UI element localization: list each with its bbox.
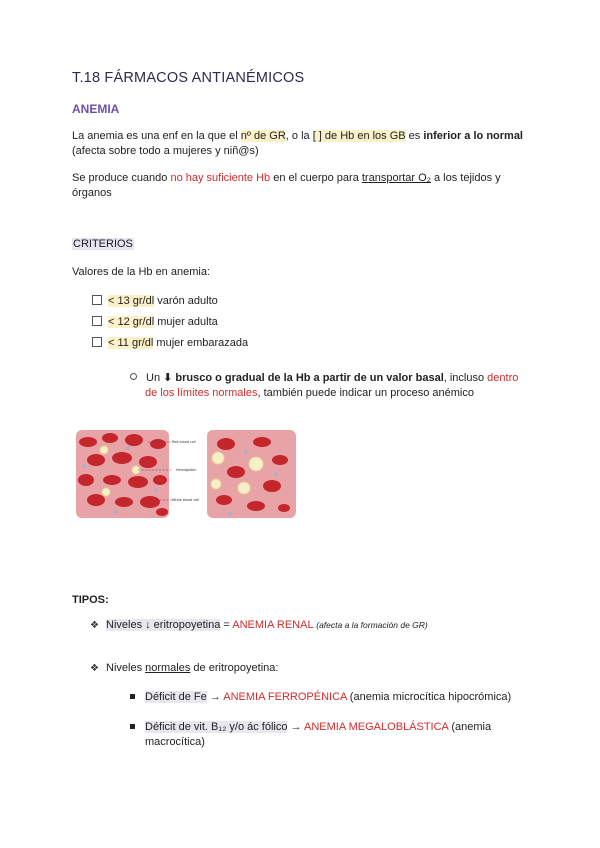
square-bullet-icon bbox=[130, 724, 135, 729]
right-arrow-icon: → bbox=[287, 721, 304, 733]
def-text: La anemia es una enf en la que el bbox=[72, 130, 241, 142]
subtipo-text: (anemia bbox=[448, 721, 492, 733]
checkbox-icon bbox=[92, 295, 102, 305]
note-red: dentro bbox=[487, 372, 519, 384]
cause-paragraph bbox=[72, 171, 542, 201]
def-text: (afecta sobre todo a mujeres y niñ@s) bbox=[72, 145, 259, 157]
criterios-intro: Valores de la Hb en anemia: bbox=[72, 266, 210, 278]
subtipo-red: ANEMIA FERROPÉNICA bbox=[223, 691, 347, 703]
def-highlight-hb: [ ] de Hb en los GB bbox=[312, 130, 406, 142]
tipo-text: de eritropoyetina: bbox=[190, 662, 279, 674]
checkbox-icon bbox=[92, 337, 102, 347]
note-text: , también puede indicar un proceso anémico bbox=[257, 387, 474, 399]
tipo-note: (afecta a la formación de GR) bbox=[316, 620, 428, 630]
section-heading-criterios: CRITERIOS bbox=[73, 238, 133, 250]
note-bold: brusco o gradual de la Hb a partir de un valor basal bbox=[172, 372, 444, 384]
criterio-text: mujer adulta bbox=[154, 316, 218, 328]
criterio-item bbox=[92, 294, 218, 309]
diamond-bullet-icon: ❖ bbox=[90, 620, 99, 631]
criterio-note bbox=[130, 371, 530, 401]
page-title: T.18 FÁRMACOS ANTIANÉMICOS bbox=[72, 70, 305, 86]
subtipo-text: macrocítica) bbox=[145, 736, 205, 748]
square-bullet-icon bbox=[130, 694, 135, 699]
tipo-item-renal bbox=[90, 618, 540, 633]
right-arrow-icon: → bbox=[206, 691, 224, 703]
note-text: Un bbox=[146, 372, 164, 384]
subtipo-item-megaloblastica bbox=[130, 720, 550, 750]
tipo-red: ANEMIA RENAL bbox=[232, 619, 314, 631]
criterio-value: < 13 gr/dl bbox=[108, 295, 155, 307]
checkbox-icon bbox=[92, 316, 102, 326]
criterio-item bbox=[92, 336, 248, 351]
subtipo-label: Déficit de Fe bbox=[145, 691, 207, 703]
definition-paragraph bbox=[72, 129, 542, 159]
def-bold: inferior a lo normal bbox=[423, 130, 523, 142]
criterio-value: < 12 gr/dl bbox=[108, 316, 155, 328]
cause-underline: transportar O₂ bbox=[361, 172, 431, 184]
label-red-blood-cell: Red blood cell bbox=[172, 440, 196, 444]
cause-text: en el cuerpo para bbox=[270, 172, 362, 184]
cause-text: órganos bbox=[72, 187, 112, 199]
subtipo-item-ferropenica bbox=[130, 690, 550, 705]
note-text: , incluso bbox=[443, 372, 488, 384]
def-highlight-gr: nº de GR bbox=[240, 130, 286, 142]
label-hemoglobin: Hemoglobin bbox=[176, 468, 197, 472]
criterio-value: < 11 gr/dl bbox=[108, 337, 154, 349]
diamond-bullet-icon: ❖ bbox=[90, 663, 99, 674]
subtipo-label: Déficit de vit. B₁₂ y/o ác fólico bbox=[145, 721, 288, 733]
section-heading-anemia: ANEMIA bbox=[72, 102, 120, 116]
def-text: es bbox=[405, 130, 424, 142]
circle-bullet-icon bbox=[130, 373, 137, 380]
cause-text: Se produce cuando bbox=[72, 172, 171, 184]
cause-text: a los tejidos y bbox=[430, 172, 501, 184]
note-red: de los límites normales bbox=[145, 387, 258, 399]
tipo-text: Niveles bbox=[106, 662, 146, 674]
criterio-text: varón adulto bbox=[154, 295, 218, 307]
subtipo-red: ANEMIA MEGALOBLÁSTICA bbox=[304, 721, 449, 733]
cause-red: no hay suficiente Hb bbox=[170, 172, 271, 184]
down-arrow-icon: ⬇ bbox=[163, 372, 173, 384]
section-heading-tipos: TIPOS: bbox=[72, 594, 109, 606]
criterio-text: mujer embarazada bbox=[153, 337, 249, 349]
tipo-item-normal bbox=[90, 661, 540, 676]
def-text: , o la bbox=[285, 130, 313, 142]
tipo-underline: normales bbox=[145, 662, 191, 674]
blood-cells-illustration bbox=[76, 430, 296, 520]
tipo-eq: = bbox=[220, 619, 233, 631]
label-white-blood-cell: White blood cell bbox=[172, 498, 200, 502]
tipo-label: Niveles ↓ eritropoyetina bbox=[106, 619, 221, 631]
subtipo-text: (anemia microcítica hipocrómica) bbox=[346, 691, 512, 703]
criterio-item bbox=[92, 315, 218, 330]
